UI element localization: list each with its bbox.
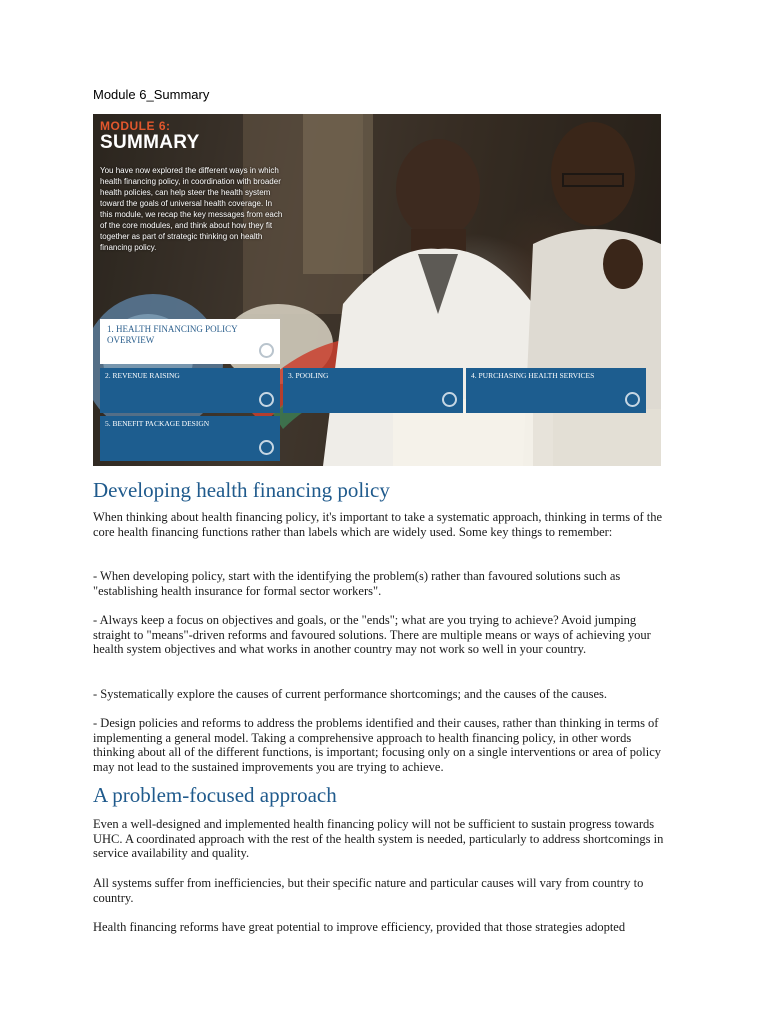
paragraph: Health financing reforms have great potential to improve efficiency, provided that those strategies adopted [93, 920, 626, 934]
tile-health-financing-policy-overview[interactable] [100, 319, 280, 364]
paragraph: Even a well-designed and implemented health financing policy will not be sufficient to sustain progress towards UHC. A coordinated approach with the rest of the health system is needed, particularly to address shortcomings in service availability and quality. [93, 817, 664, 861]
paragraph: - Systematically explore the causes of current performance shortcomings; and the causes of the causes. [93, 687, 608, 701]
tile-revenue-raising[interactable] [100, 368, 280, 413]
paragraph: - Always keep a focus on objectives and goals, or the "ends"; what are you trying to achieve? Avoid jumping straight to "means"-driven reforms and favoured solutions. There are multiple means or ways of achieving your health system objectives and what works in another country may not work so well in your country. [93, 613, 651, 657]
tile-pooling[interactable] [283, 368, 463, 413]
paragraph: - Design policies and reforms to address the problems identified and their causes, rather than thinking in terms of implementing a general model. Taking a comprehensive approach to health financing policy, in other words thinking about all of the different functions, is important; focusing only on a single interventions or area of policy may not lead to the sustained improvements you are trying to achieve. [93, 716, 662, 775]
hero-description: You have now explored the different ways in which health financing policy, in coordination with broader health policies, can help steer the health system toward the goals of universal health coverage. In this module, we recap the key messages from each of the core modules, and think about how they fit together as part of strategic thinking on health financing policy. [100, 166, 283, 252]
hero-intro [100, 120, 285, 253]
progress-ring-icon [259, 392, 274, 407]
document-title: Module 6_Summary [93, 87, 210, 102]
tile-label: 3. POOLING [288, 371, 329, 380]
progress-ring-icon [259, 343, 274, 358]
section-heading-developing-policy: Developing health financing policy [93, 478, 390, 502]
tile-purchasing-health-services[interactable] [466, 368, 646, 413]
hero-heading: SUMMARY [100, 132, 200, 153]
tile-label: 5. BENEFIT PACKAGE DESIGN [105, 419, 210, 428]
paragraph: - When developing policy, start with the identifying the problem(s) rather than favoured solutions such as "establishing health insurance for formal sector workers". [93, 569, 621, 598]
tile-benefit-package-design[interactable] [100, 416, 280, 461]
progress-ring-icon [442, 392, 457, 407]
progress-ring-icon [259, 440, 274, 455]
tile-label: 2. REVENUE RAISING [105, 371, 180, 380]
paragraph: All systems suffer from inefficiencies, but their specific nature and particular causes will vary from country to country. [93, 876, 644, 905]
paragraph: When thinking about health financing policy, it's important to take a systematic approach, thinking in terms of the core health financing functions rather than labels which are widely used. Some key things to remember: [93, 510, 663, 539]
module-label: MODULE 6: [100, 119, 171, 133]
progress-ring-icon [625, 392, 640, 407]
tile-label: 1. HEALTH FINANCING POLICY OVERVIEW [107, 324, 238, 345]
section-heading-problem-focused: A problem-focused approach [93, 783, 337, 807]
tile-label: 4. PURCHASING HEALTH SERVICES [471, 371, 595, 380]
module-hero-banner [93, 114, 661, 466]
